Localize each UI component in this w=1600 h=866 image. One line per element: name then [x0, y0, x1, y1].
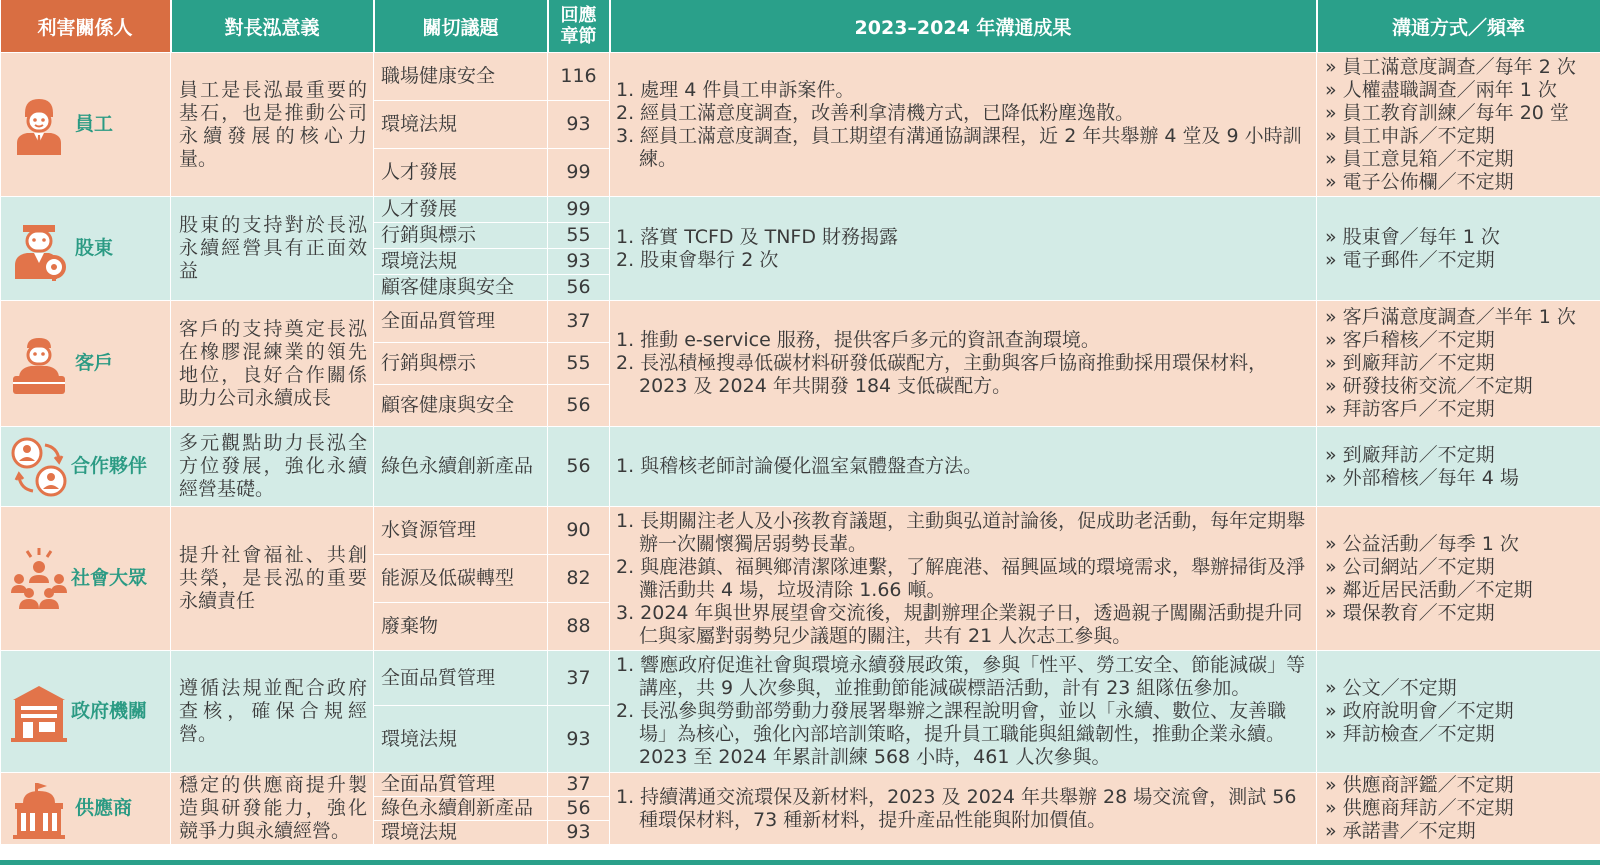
topic-supplier-2: 綠色永續創新產品 — [374, 797, 548, 821]
result-government-1: 1. 響應政府促進社會與環境永續發展政策，參與「性平、勞工安全、節能減碳」等講座，共 9 人次參與，並推動節能減碳標語活動，計有 23 組隊伍參加。 — [616, 654, 1306, 699]
method-public-4: » 環保教育／不定期 — [1325, 602, 1600, 625]
topic-partner-1: 綠色永續創新產品 — [374, 427, 548, 507]
result-customer-2: 2. 長泓積極搜尋低碳材料研發低碳配方，主動與客戶協商推動採用環保材料，2023 及 2024 年共開發 184 支低碳配方。 — [616, 352, 1268, 397]
partner-icon — [9, 435, 69, 499]
header-topics: 關切議題 — [374, 0, 548, 53]
meaning-public: 提升社會福祉、共創共榮，是長泓的重要永續責任 — [171, 507, 374, 651]
stakeholder-name-employee: 員工 — [75, 113, 114, 135]
result-employee-2: 2. 經員工滿意度調查，改善利拿清機方式，已降低粉塵逸散。 — [616, 101, 1135, 124]
method-government-3: » 拜訪檢查／不定期 — [1325, 723, 1600, 746]
community-icon — [9, 547, 69, 611]
section-customer-3: 56 — [548, 385, 610, 427]
stakeholder-cell-government — [1, 651, 171, 773]
result-employee-1: 1. 處理 4 件員工申訴案件。 — [616, 78, 855, 101]
header-methods: 溝通方式／頻率 — [1317, 0, 1600, 53]
methods-customer — [1317, 301, 1600, 427]
method-public-3: » 鄰近居民活動／不定期 — [1325, 579, 1600, 602]
methods-supplier — [1317, 773, 1600, 845]
topic-public-3: 廢棄物 — [374, 603, 548, 651]
method-public-2: » 公司網站／不定期 — [1325, 556, 1600, 579]
section-employee-2: 93 — [548, 101, 610, 149]
section-customer-2: 55 — [548, 343, 610, 385]
method-partner-2: » 外部稽核／每年 4 場 — [1325, 467, 1600, 490]
stakeholder-cell-partner — [1, 427, 171, 507]
method-supplier-2: » 供應商拜訪／不定期 — [1325, 797, 1600, 820]
section-public-2: 82 — [548, 555, 610, 603]
stakeholder-name-customer: 客戶 — [75, 352, 114, 374]
meaning-customer: 客戶的支持奠定長泓在橡膠混練業的領先地位，良好合作關係助力公司永續成長 — [171, 301, 374, 427]
results-partner — [610, 427, 1317, 507]
result-shareholder-2: 2. 股東會舉行 2 次 — [616, 248, 779, 271]
stakeholder-cell-supplier — [1, 773, 171, 845]
meaning-supplier: 穩定的供應商提升製造與研發能力，強化競爭力與永續經營。 — [171, 773, 374, 845]
result-public-1: 1. 長期關注老人及小孩教育議題，主動與弘道討論後，促成助老活動，每年定期舉辦一次關懷獨居弱勢長輩。 — [616, 509, 1306, 555]
result-public-3: 3. 2024 年與世界展望會交流後，規劃辦理企業親子日，透過親子闖關活動提升同仁與家屬對弱勢兒少議題的關注，共有 21 人次志工參與。 — [616, 601, 1303, 647]
header-stakeholder: 利害關係人 — [1, 0, 171, 53]
topic-employee-2: 環境法規 — [374, 101, 548, 149]
methods-shareholder — [1317, 197, 1600, 301]
header-results: 2023–2024 年溝通成果 — [610, 0, 1317, 53]
methods-partner — [1317, 427, 1600, 507]
section-partner-1: 56 — [548, 427, 610, 507]
section-shareholder-1: 99 — [548, 197, 610, 223]
method-government-2: » 政府說明會／不定期 — [1325, 700, 1600, 723]
bottom-divider — [0, 860, 1600, 865]
method-government-1: » 公文／不定期 — [1325, 677, 1600, 700]
methods-employee — [1317, 53, 1600, 197]
section-government-2: 93 — [548, 706, 610, 773]
method-customer-1: » 客戶滿意度調查／半年 1 次 — [1325, 306, 1600, 329]
section-public-3: 88 — [548, 603, 610, 651]
results-public — [610, 507, 1317, 651]
result-employee-3: 3. 經員工滿意度調查，員工期望有溝通協調課程，近 2 年共舉辦 4 堂及 9 小時訓練。 — [616, 124, 1302, 170]
topic-public-2: 能源及低碳轉型 — [374, 555, 548, 603]
topic-public-1: 水資源管理 — [374, 507, 548, 555]
method-employee-3: » 員工教育訓練／每年 20 堂 — [1325, 102, 1600, 125]
meaning-shareholder: 股東的支持對於長泓永續經營具有正面效益 — [171, 197, 374, 301]
method-customer-4: » 研發技術交流／不定期 — [1325, 375, 1600, 398]
methods-public — [1317, 507, 1600, 651]
results-employee — [610, 53, 1317, 197]
stakeholder-cell-shareholder — [1, 197, 171, 301]
topic-supplier-3: 環境法規 — [374, 821, 548, 845]
section-public-1: 90 — [548, 507, 610, 555]
supplier-icon — [9, 777, 69, 841]
topic-government-2: 環境法規 — [374, 706, 548, 773]
table-row-partner — [1, 427, 1600, 507]
section-supplier-2: 56 — [548, 797, 610, 821]
method-supplier-3: » 承諾書／不定期 — [1325, 820, 1600, 843]
header-section-line1: 回應 — [560, 5, 597, 26]
result-public-2: 2. 與鹿港鎮、福興鄉清潔隊連繫，了解鹿港、福興區域的環境需求，舉辦掃街及淨灘活動共 4 場，垃圾清除 1.66 噸。 — [616, 555, 1306, 601]
topic-shareholder-2: 行銷與標示 — [374, 223, 548, 249]
employee-icon — [9, 93, 69, 157]
result-government-2: 2. 長泓參與勞動部勞動力發展署舉辦之課程說明會，並以「永續、數位、友善職場」為核心，強化內部培訓策略，提升員工職能與組織韌性，推動企業永續。2023 至 2024 年累計訓練 568 小時，461 人次參與。 — [616, 700, 1287, 768]
meaning-partner: 多元觀點助力長泓全方位發展，強化永續經營基礎。 — [171, 427, 374, 507]
customer-icon — [9, 332, 69, 396]
header-meaning: 對長泓意義 — [171, 0, 374, 53]
section-employee-3: 99 — [548, 149, 610, 197]
table-row-supplier — [1, 773, 1600, 797]
header-section — [548, 0, 610, 53]
method-shareholder-1: » 股東會／每年 1 次 — [1325, 226, 1600, 249]
section-customer-1: 37 — [548, 301, 610, 343]
topic-employee-1: 職場健康安全 — [374, 53, 548, 101]
method-customer-5: » 拜訪客戶／不定期 — [1325, 398, 1600, 421]
table-row-employee — [1, 53, 1600, 101]
topic-employee-3: 人才發展 — [374, 149, 548, 197]
header-row — [1, 0, 1600, 53]
topic-supplier-1: 全面品質管理 — [374, 773, 548, 797]
stakeholder-name-government: 政府機關 — [71, 700, 148, 722]
method-employee-6: » 電子公佈欄／不定期 — [1325, 171, 1600, 194]
stakeholder-name-public: 社會大眾 — [71, 567, 148, 589]
result-supplier-1: 1. 持續溝通交流環保及新材料，2023 及 2024 年共舉辦 28 場交流會，測試 56 種環保材料，73 種新材料，提升產品性能與附加價值。 — [616, 785, 1297, 831]
method-employee-4: » 員工申訴／不定期 — [1325, 125, 1600, 148]
method-employee-2: » 人權盡職調查／兩年 1 次 — [1325, 79, 1600, 102]
topic-shareholder-3: 環境法規 — [374, 249, 548, 275]
shareholder-icon — [9, 217, 69, 281]
results-customer — [610, 301, 1317, 427]
stakeholder-name-shareholder: 股東 — [75, 237, 114, 259]
result-customer-1: 1. 推動 e-service 服務，提供客戶多元的資訊查詢環境。 — [616, 329, 1100, 351]
header-section-line2: 章節 — [560, 26, 597, 47]
topic-shareholder-1: 人才發展 — [374, 197, 548, 223]
results-shareholder — [610, 197, 1317, 301]
section-employee-1: 116 — [548, 53, 610, 101]
stakeholder-name-supplier: 供應商 — [75, 797, 133, 819]
method-shareholder-2: » 電子郵件／不定期 — [1325, 249, 1600, 272]
section-shareholder-2: 55 — [548, 223, 610, 249]
section-supplier-3: 93 — [548, 821, 610, 845]
results-supplier — [610, 773, 1317, 845]
meaning-government: 遵循法規並配合政府查核，確保合規經營。 — [171, 651, 374, 773]
topic-customer-2: 行銷與標示 — [374, 343, 548, 385]
stakeholder-name-partner: 合作夥伴 — [71, 455, 148, 477]
results-government — [610, 651, 1317, 773]
section-shareholder-3: 93 — [548, 249, 610, 275]
table-row-public — [1, 507, 1600, 555]
method-customer-3: » 到廠拜訪／不定期 — [1325, 352, 1600, 375]
topic-customer-3: 顧客健康與安全 — [374, 385, 548, 427]
section-government-1: 37 — [548, 651, 610, 706]
method-employee-5: » 員工意見箱／不定期 — [1325, 148, 1600, 171]
section-shareholder-4: 56 — [548, 275, 610, 301]
table-row-customer — [1, 301, 1600, 343]
result-shareholder-1: 1. 落實 TCFD 及 TNFD 財務揭露 — [616, 225, 899, 248]
topic-customer-1: 全面品質管理 — [374, 301, 548, 343]
result-partner-1: 1. 與稽核老師討論優化溫室氣體盤查方法。 — [616, 455, 983, 477]
topic-shareholder-4: 顧客健康與安全 — [374, 275, 548, 301]
method-customer-2: » 客戶稽核／不定期 — [1325, 329, 1600, 352]
stakeholder-cell-public — [1, 507, 171, 651]
meaning-employee: 員工是長泓最重要的基石，也是推動公司永續發展的核心力量。 — [171, 53, 374, 197]
table-row-shareholder — [1, 197, 1600, 223]
stakeholder-cell-customer — [1, 301, 171, 427]
method-supplier-1: » 供應商評鑑／不定期 — [1325, 774, 1600, 797]
methods-government — [1317, 651, 1600, 773]
section-supplier-1: 37 — [548, 773, 610, 797]
method-employee-1: » 員工滿意度調查／每年 2 次 — [1325, 56, 1600, 79]
stakeholder-cell-employee — [1, 53, 171, 197]
method-public-1: » 公益活動／每季 1 次 — [1325, 533, 1600, 556]
table-row-government — [1, 651, 1600, 706]
topic-government-1: 全面品質管理 — [374, 651, 548, 706]
method-partner-1: » 到廠拜訪／不定期 — [1325, 444, 1600, 467]
government-icon — [9, 680, 69, 744]
